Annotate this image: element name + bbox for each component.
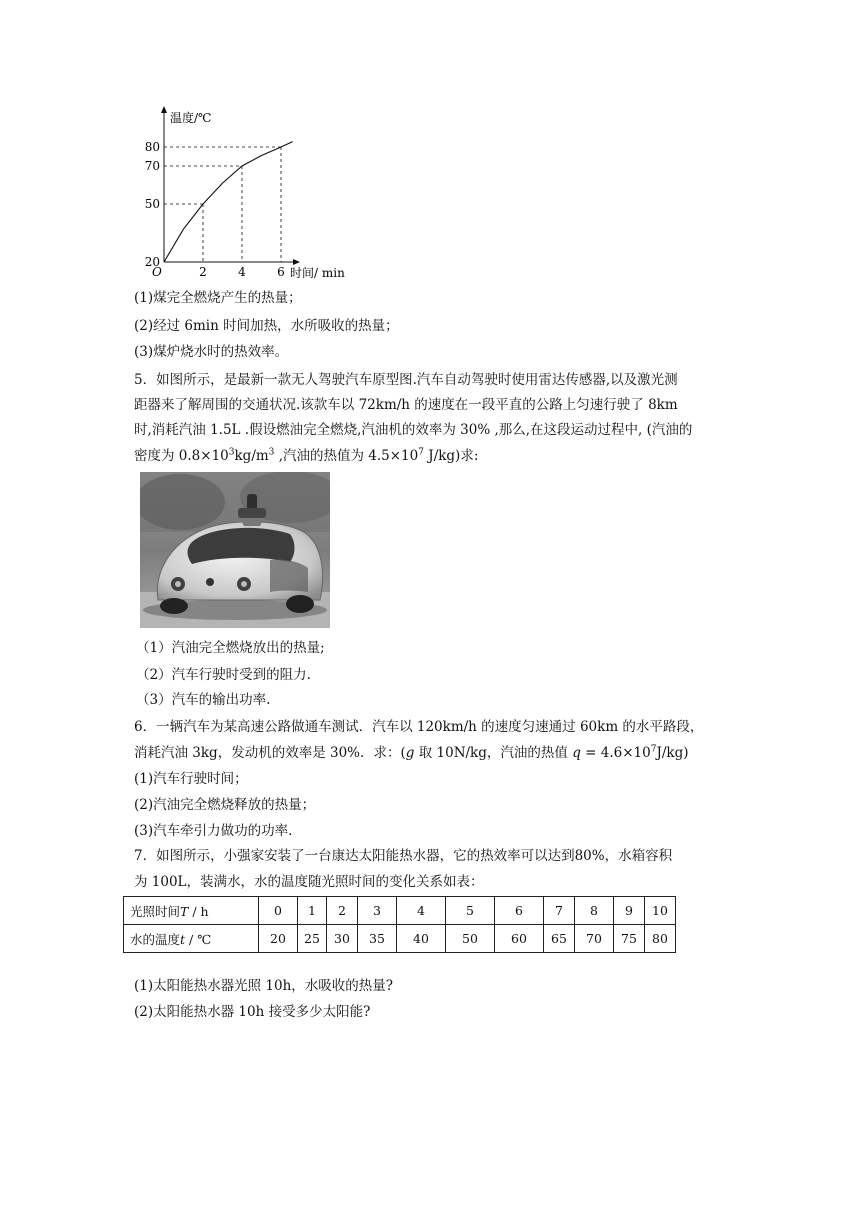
table-cell: 1 — [298, 897, 327, 925]
table-cell: 65 — [544, 925, 575, 953]
x-axis-arrow — [293, 259, 300, 265]
table-cell: 6 — [495, 897, 544, 925]
q7-line1: 7．如图所示，小强家安装了一台康达太阳能热水器，它的热效率可以达到80%，水箱容积 — [134, 848, 673, 864]
y-tick-label: 70 — [144, 159, 160, 173]
y-axis-label: 温度/℃ — [170, 111, 212, 125]
q5-sub2: （2）汽车行驶时受到的阻力. — [136, 667, 311, 683]
y-tick-label: 50 — [144, 197, 160, 211]
temperature-table — [123, 896, 676, 953]
table-cell: 20 — [259, 925, 298, 953]
q4-sub1: (1)煤完全燃烧产生的热量； — [134, 290, 302, 306]
table-cell: 9 — [614, 897, 645, 925]
temperature-time-chart — [130, 100, 370, 280]
table-row-time — [124, 897, 676, 925]
q6-sub1: (1)汽车行驶时间； — [134, 771, 248, 787]
q6-line1: 6．一辆汽车为某高速公路做通车测试．汽车以 120km/h 的速度匀速通过 60km 的水平路段， — [134, 719, 704, 735]
table-cell: 3 — [358, 897, 397, 925]
table-cell: 70 — [575, 925, 614, 953]
table-cell: 40 — [397, 925, 446, 953]
row-header-time: 光照时间T / h — [124, 897, 259, 925]
q5-line1: 5．如图所示，是最新一款无人驾驶汽车原型图.汽车自动驾驶时使用雷达传感器,以及激光测 — [134, 372, 678, 388]
q5-line3: 时,消耗汽油 1.5L .假设燃油完全燃烧,汽油机的效率为 30% ,那么,在这段运动过程中, (汽油的 — [134, 422, 693, 438]
temperature-curve — [164, 142, 293, 262]
table-cell: 7 — [544, 897, 575, 925]
table-cell: 80 — [645, 925, 676, 953]
table-cell: 2 — [327, 897, 358, 925]
origin-label: O — [152, 265, 162, 279]
table-cell: 0 — [259, 897, 298, 925]
table-cell: 50 — [446, 925, 495, 953]
table-cell: 8 — [575, 897, 614, 925]
y-axis-arrow — [161, 106, 167, 113]
self-driving-car-photo — [140, 472, 330, 628]
table-cell: 10 — [645, 897, 676, 925]
q7-line2: 为 100L，装满水，水的温度随光照时间的变化关系如表： — [134, 874, 484, 890]
q6-sub3: (3)汽车牵引力做功的功率． — [134, 823, 302, 839]
row-header-temp: 水的温度t / ℃ — [124, 925, 259, 953]
x-tick-label: 6 — [277, 265, 285, 279]
x-tick-label: 4 — [238, 265, 246, 279]
y-tick-label: 20 — [144, 255, 160, 269]
table-cell: 35 — [358, 925, 397, 953]
q5-sub3: （3）汽车的输出功率. — [136, 692, 271, 708]
table-row-temp — [124, 925, 676, 953]
q6-sub2: (2)汽油完全燃烧释放的热量； — [134, 797, 316, 813]
q5-sub1: （1）汽油完全燃烧放出的热量; — [136, 640, 325, 656]
y-tick-label: 80 — [144, 140, 160, 154]
table-cell: 75 — [614, 925, 645, 953]
table-cell: 5 — [446, 897, 495, 925]
x-axis-label: 时间/ min — [290, 266, 345, 280]
q4-sub2: (2)经过 6min 时间加热，水所吸收的热量； — [134, 318, 399, 334]
x-tick-label: 2 — [199, 265, 207, 279]
q5-line4: 密度为 $0.8\times 10^3kg/m^3$ ,汽油的热值为 $4.5\times 10^7$ J/kg)求: — [134, 447, 479, 464]
q7-sub2: (2)太阳能热水器 10h 接受多少太阳能? — [134, 1004, 371, 1020]
q5-line2: 距器来了解周围的交通状况.该款车以 72km/h 的速度在一段平直的公路上匀速行驶了 8km — [134, 397, 678, 413]
table-cell: 30 — [327, 925, 358, 953]
table-cell: 4 — [397, 897, 446, 925]
q6-line2: 消耗汽油 3kg，发动机的效率是 30%．求：(g 取 10N/kg，汽油的热值 $q = 4.6\times 10^7J/kg$) — [134, 744, 689, 761]
q4-sub3: (3)煤炉烧水时的热效率。 — [134, 344, 289, 360]
table-cell: 25 — [298, 925, 327, 953]
table-cell: 60 — [495, 925, 544, 953]
q7-sub1: (1)太阳能热水器光照 10h，水吸收的热量? — [134, 978, 394, 994]
